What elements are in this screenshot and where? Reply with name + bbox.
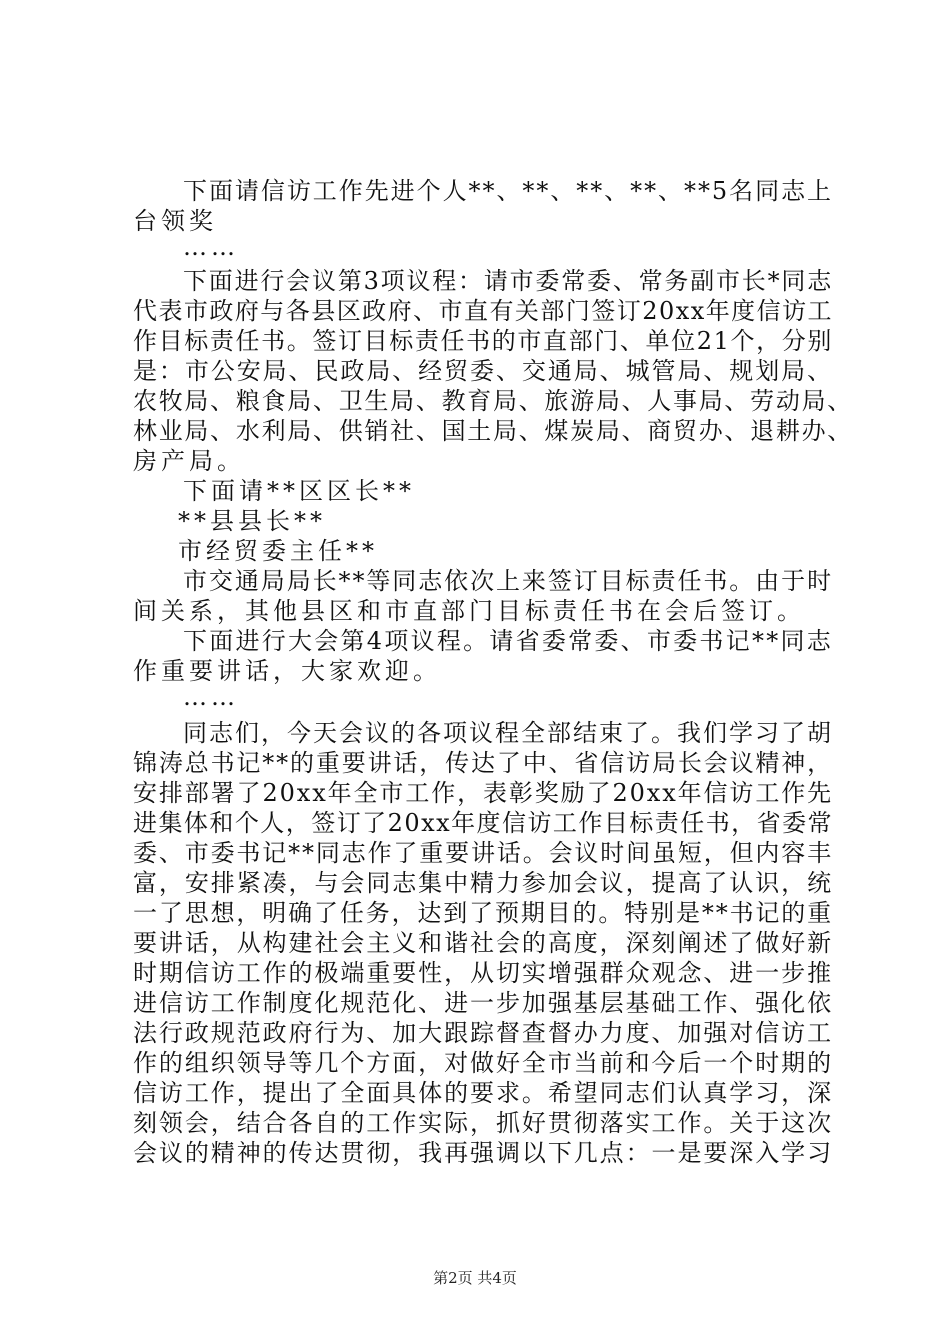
body-line-26: 信访工作，提出了全面具体的要求。希望同志们认真学习，深 [133,1079,833,1107]
body-line-4: 代表市政府与各县区政府、市直有关部门签订20xx年度信访工 [133,297,833,325]
body-line-15: 锦涛总书记**的重要讲话，传达了中、省信访局长会议精神， [133,749,833,777]
body-line-13: 作重要讲话，大家欢迎。 [133,657,441,685]
body-line-16: 安排部署了20xx年全市工作，表彰奖励了20xx年信访工作先 [133,779,833,807]
body-line-25: 作的组织领导等几个方面，对做好全市当前和今后一个时期的 [133,1049,833,1077]
body-line-21: 要讲话，从构建社会主义和谐社会的高度，深刻阐述了做好新 [133,929,833,957]
body-line-11: 间关系，其他县区和市直部门目标责任书在会后签订。 [133,597,805,625]
signer-line-2: **县县长** [178,507,326,535]
ellipsis-line-2: …… [183,683,239,711]
body-line-10: 市交通局局长**等同志依次上来签订目标责任书。由于时 [183,567,833,595]
body-line-5: 作目标责任书。签订目标责任书的市直部门、单位21个，分别 [133,327,833,355]
body-line-28: 会议的精神的传达贯彻，我再强调以下几点：一是要深入学习 [133,1139,833,1167]
body-line-22: 时期信访工作的极端重要性，从切实增强群众观念、进一步推 [133,959,833,987]
body-line-1: 下面请信访工作先进个人**、**、**、**、**5名同志上 [183,177,833,205]
signer-line-3: 市经贸委主任** [178,537,378,565]
signer-line-1: 下面请**区区长** [183,477,415,505]
ellipsis-line-1: …… [183,233,239,261]
body-line-23: 进信访工作制度化规范化、进一步加强基层基础工作、强化依 [133,989,833,1017]
body-line-12: 下面进行大会第4项议程。请省委常委、市委书记**同志 [183,627,833,655]
page-footer: 第2页 共4页 [433,1269,517,1287]
body-line-27: 刻领会，结合各自的工作实际，抓好贯彻落实工作。关于这次 [133,1109,833,1137]
body-line-3: 下面进行会议第3项议程：请市委常委、常务副市长*同志 [183,267,833,295]
body-line-19: 富，安排紧凑，与会同志集中精力参加会议，提高了认识，统 [133,869,833,897]
body-line-8: 林业局、水利局、供销社、国土局、煤炭局、商贸办、退耕办、 [133,417,853,445]
body-line-7: 农牧局、粮食局、卫生局、教育局、旅游局、人事局、劳动局、 [133,387,853,415]
body-line-24: 法行政规范政府行为、加大跟踪督查督办力度、加强对信访工 [133,1019,833,1047]
body-line-2: 台领奖 [133,207,217,235]
body-line-18: 委、市委书记**同志作了重要讲话。会议时间虽短，但内容丰 [133,839,833,867]
body-line-14: 同志们，今天会议的各项议程全部结束了。我们学习了胡 [183,719,833,747]
body-line-20: 一了思想，明确了任务，达到了预期目的。特别是**书记的重 [133,899,833,927]
body-line-6: 是：市公安局、民政局、经贸委、交通局、城管局、规划局、 [133,357,833,385]
body-line-9: 房产局。 [133,447,245,475]
body-line-17: 进集体和个人，签订了20xx年度信访工作目标责任书，省委常 [133,809,833,837]
